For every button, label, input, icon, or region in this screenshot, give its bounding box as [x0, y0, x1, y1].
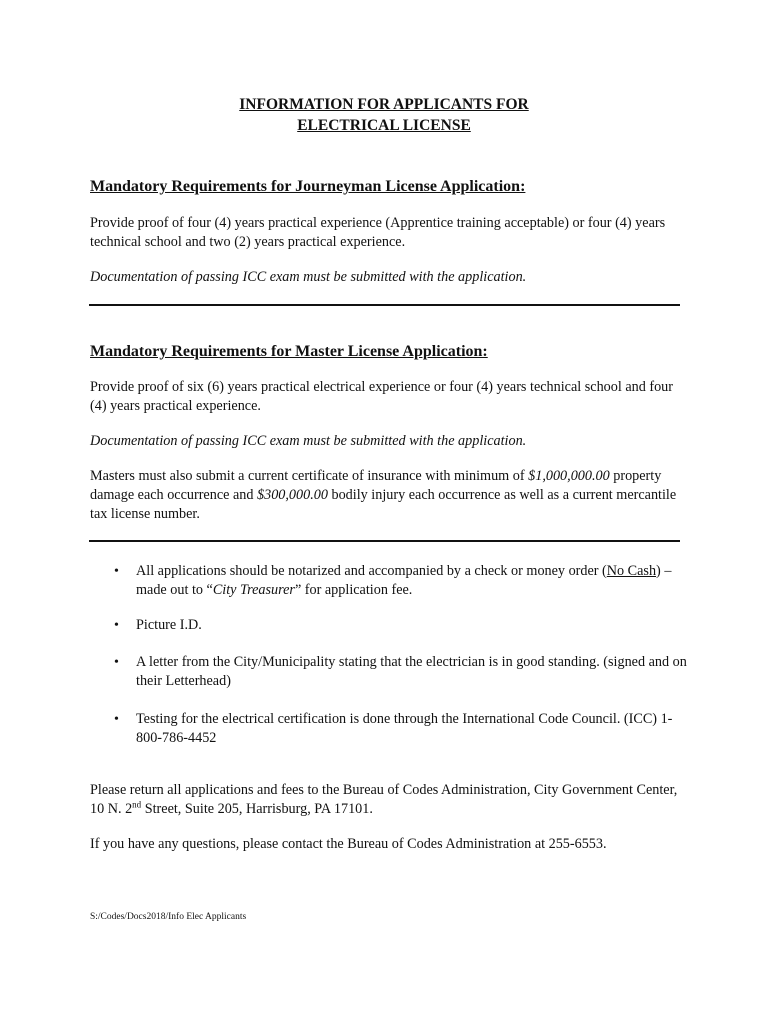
master-insurance-text — [90, 467, 690, 524]
section-divider-2 — [89, 540, 680, 542]
bullet-notarized-fee — [136, 562, 691, 600]
return-instructions — [90, 781, 690, 819]
insurance-text-1: Masters must also submit a current certificate of insurance with minimum of — [90, 468, 529, 484]
journeyman-heading: Mandatory Requirements for Journeyman License Application: — [90, 178, 526, 195]
bullet1-text-3: ” for application fee. — [294, 582, 413, 598]
master-documentation-note: Documentation of passing ICC exam must be submitted with the application. — [90, 433, 527, 449]
insurance-text-2: property damage each occurrence and — [90, 468, 662, 503]
bullet-marker-2: • — [114, 618, 119, 633]
questions-contact: If you have any questions, please contact the Bureau of Codes Administration at 255-6553. — [90, 836, 607, 852]
master-heading: Mandatory Requirements for Master License Application: — [90, 343, 488, 360]
section-divider-1 — [89, 304, 680, 306]
return-text-2: Street, Suite 205, Harrisburg, PA 17101. — [141, 801, 373, 817]
insurance-amount-bodily: $300,000.00 — [257, 487, 328, 503]
journeyman-documentation-note: Documentation of passing ICC exam must be submitted with the application. — [90, 269, 527, 285]
bullet-marker-1: • — [114, 564, 119, 579]
bullet-marker-4: • — [114, 712, 119, 727]
bullet-picture-id: Picture I.D. — [136, 617, 202, 633]
insurance-amount-property: $1,000,000.00 — [528, 468, 610, 484]
bullet-good-standing-letter: A letter from the City/Municipality stating that the electrician is in good standing. (signed and on their Letterhead) — [136, 654, 687, 689]
file-path-footer: S:/Codes/Docs2018/Info Elec Applicants — [90, 912, 247, 922]
bullet-icc-testing: Testing for the electrical certification is done through the International Code Council. (ICC) 1-800-786-4452 — [136, 711, 673, 746]
no-cash-text: No Cash — [606, 563, 657, 579]
master-requirements-text: Provide proof of six (6) years practical electrical experience or four (4) years technical school and four (4) years practical experience. — [90, 379, 674, 414]
ordinal-superscript: nd — [132, 799, 142, 810]
bullet1-text-1: All applications should be notarized and accompanied by a check or money order ( — [136, 563, 607, 579]
document-title-line1: INFORMATION FOR APPLICANTS FOR — [239, 96, 529, 113]
insurance-text-3: bodily injury each occurrence as well as a current mercantile tax license number. — [90, 487, 677, 522]
document-title-line2: ELECTRICAL LICENSE — [297, 117, 471, 134]
bullet-marker-3: • — [114, 655, 119, 670]
bullet1-text-2: ) – made out to “ — [136, 563, 672, 598]
city-treasurer-text: City Treasurer — [212, 582, 295, 598]
return-text-1: Please return all applications and fees to the Bureau of Codes Administration, City Government Center, 10 N. 2 — [90, 782, 678, 817]
journeyman-requirements-text: Provide proof of four (4) years practical experience (Apprentice training acceptable) or four (4) years technical school and two (2) years practical experience. — [90, 215, 666, 250]
